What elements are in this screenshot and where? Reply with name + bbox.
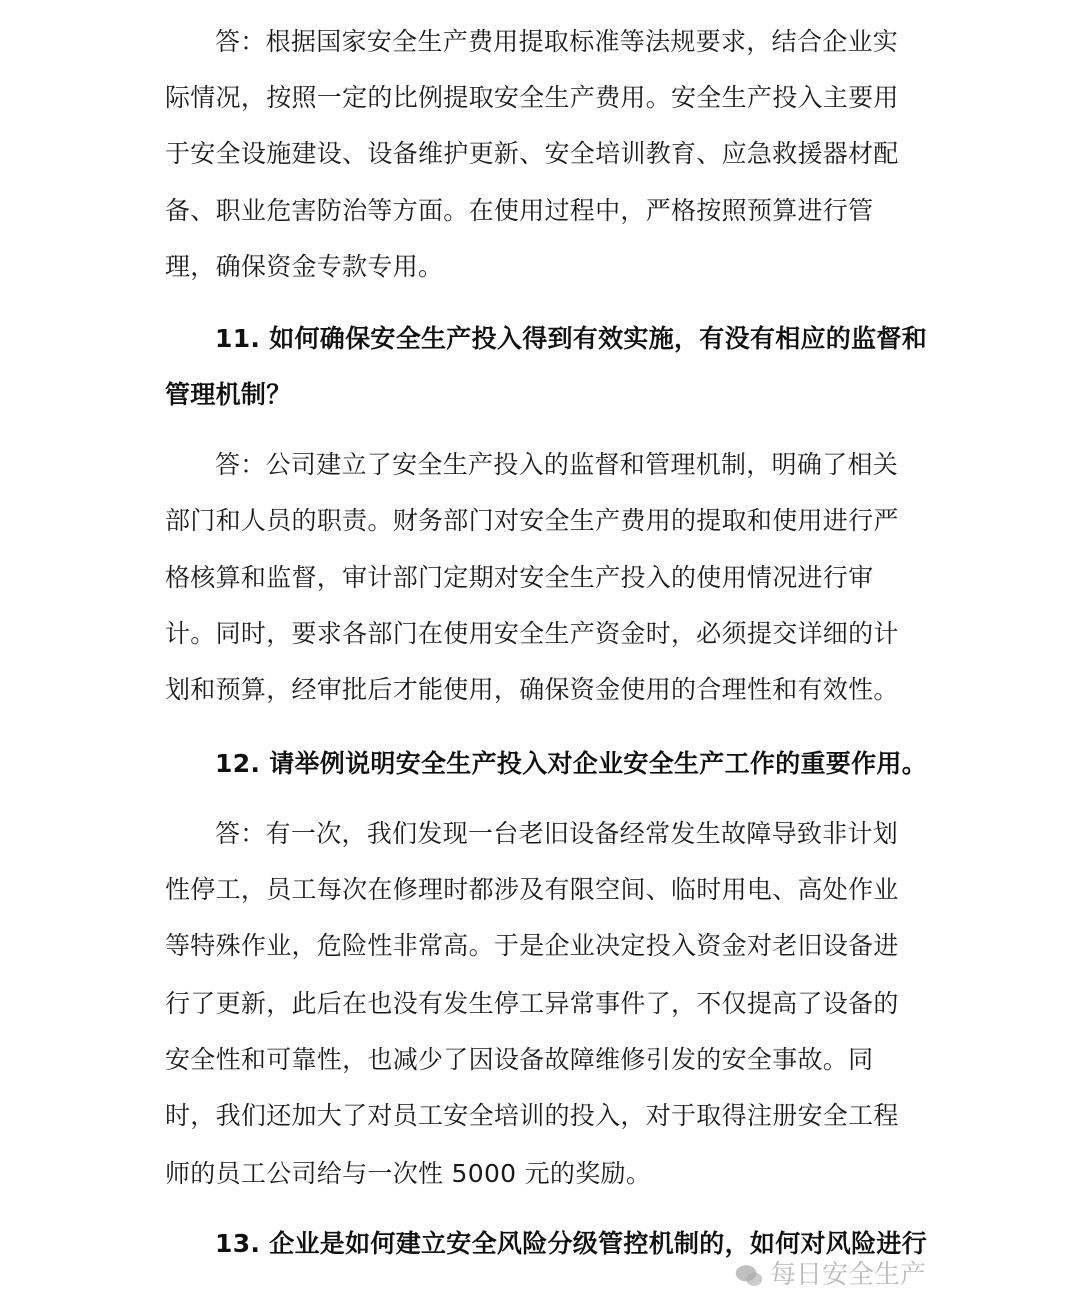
answer-line: 行了更新，此后在也没有发生停工异常事件了，不仅提高了设备的 — [165, 989, 899, 1018]
answer-line: 性停工，员工每次在修理时都涉及有限空间、临时用电、高处作业 — [165, 875, 899, 904]
answer-line: 安全性和可靠性，也减少了因设备故障维修引发的安全事故。同 — [165, 1045, 874, 1074]
question-line: 13. 企业是如何建立安全风险分级管控机制的，如何对风险进行 — [215, 1229, 927, 1258]
answer-line: 划和预算，经审批后才能使用，确保资金使用的合理性和有效性。 — [165, 675, 899, 704]
answer-line: 际情况，按照一定的比例提取安全生产费用。安全生产投入主要用 — [165, 83, 899, 112]
question-line: 管理机制？ — [165, 380, 292, 409]
answer-line: 于安全设施建设、设备维护更新、安全培训教育、应急救援器材配 — [165, 139, 899, 168]
answer-line: 答：根据国家安全生产费用提取标准等法规要求，结合企业实 — [215, 27, 899, 56]
wechat-icon — [734, 1263, 764, 1288]
question-line: 12. 请举例说明安全生产投入对企业安全生产工作的重要作用。 — [215, 749, 927, 778]
watermark: 每日安全生产 — [770, 1260, 927, 1290]
answer-line: 计。同时，要求各部门在使用安全生产资金时，必须提交详细的计 — [165, 619, 899, 648]
answer-line: 答：有一次，我们发现一台老旧设备经常发生故障导致非计划 — [215, 819, 899, 848]
answer-line: 部门和人员的职责。财务部门对安全生产费用的提取和使用进行严 — [165, 506, 899, 535]
answer-line: 等特殊作业，危险性非常高。于是企业决定投入资金对老旧设备进 — [165, 931, 899, 960]
answer-line: 理，确保资金专款专用。 — [165, 252, 444, 281]
answer-line: 师的员工公司给与一次性 5000 元的奖励。 — [165, 1159, 652, 1188]
answer-line: 格核算和监督，审计部门定期对安全生产投入的使用情况进行审 — [165, 563, 874, 592]
answer-line: 备、职业危害防治等方面。在使用过程中，严格按照预算进行管 — [165, 196, 874, 225]
question-line: 11. 如何确保安全生产投入得到有效实施，有没有相应的监督和 — [215, 324, 927, 353]
answer-line: 答：公司建立了安全生产投入的监督和管理机制，明确了相关 — [215, 450, 899, 479]
answer-line: 时，我们还加大了对员工安全培训的投入，对于取得注册安全工程 — [165, 1101, 899, 1130]
